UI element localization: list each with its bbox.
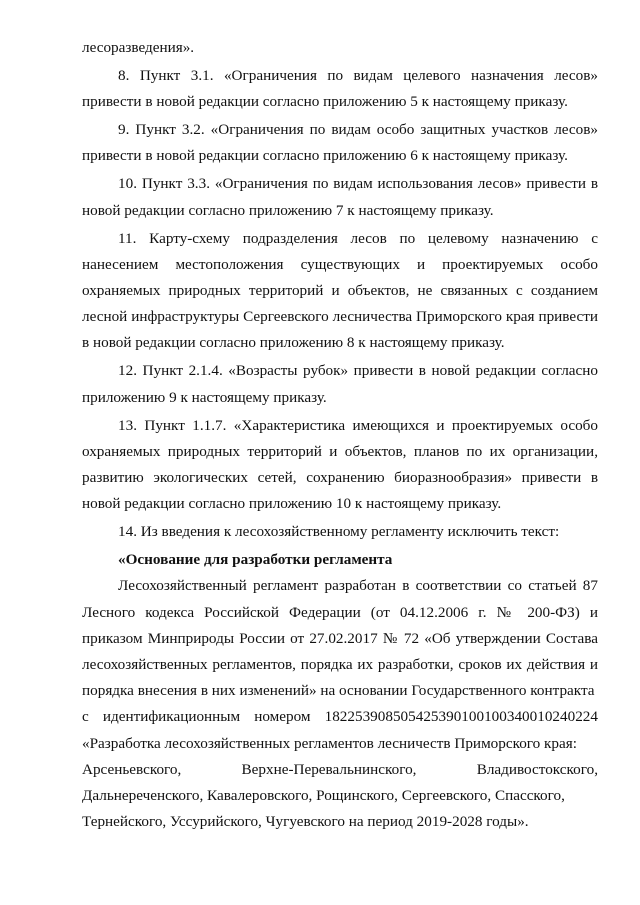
document-body [82, 35, 598, 835]
contract-title: «Разработка лесохозяйственных регламентов лесничеств Приморского края: [82, 734, 577, 752]
paragraph-item-11: 11. Карту-схему подразделения лесов по целевому назначению с нанесением местоположения существующих и проектируемых особо охраняемых природных территорий и объектов, не связанных с созданием лесной инфраструктуры Сергеевского лесничества Приморского края привести в новой редакции согласно приложению 8 к настоящему приказу. [82, 229, 598, 352]
paragraph-item-14: 14. Из введения к лесохозяйственному регламенту исключить текст: [118, 523, 560, 541]
section-heading: «Основание для разработки регламента [118, 551, 393, 569]
paragraph-item-13: 13. Пункт 1.1.7. «Характеристика имеющихся и проектируемых особо охраняемых природных территорий и объектов, планов по их организации, развитию экологических сетей, сохранению биоразнообразия» привести в новой редакции согласно приложению 10 к настоящему приказу. [82, 416, 598, 513]
paragraph-item-12: 12. Пункт 2.1.4. «Возрасты рубок» привести в новой редакции согласно приложению 9 к настоящему приказу. [82, 362, 598, 406]
paragraph-item-8: 8. Пункт 3.1. «Ограничения по видам целевого назначения лесов» привести в новой редакции согласно приложению 5 к настоящему приказу. [82, 67, 598, 111]
region-name: Арсеньевского, [82, 760, 182, 778]
paragraph-item-10: 10. Пункт 3.3. «Ограничения по видам использования лесов» привести в новой редакции согласно приложению 7 к настоящему приказу. [82, 175, 598, 219]
contract-word: идентификационным [102, 708, 241, 726]
region-name: Владивостокского, [476, 760, 598, 778]
regions-line-1 [82, 757, 598, 783]
contract-number: 1822539085054253901001003400102402​24 [324, 708, 598, 726]
paragraph-item-9: 9. Пункт 3.2. «Ограничения по видам особо защитных участков лесов» привести в новой редакции согласно приложению 6 к настоящему приказу. [82, 121, 598, 165]
contract-id-line [82, 704, 598, 730]
region-name: Верхне-Перевальнинского, [241, 760, 417, 778]
paragraph-basis: Лесохозяйственный регламент разработан в соответствии со статьей 87 Лесного кодекса Российской Федерации (от 04.12.2006 г. № 200-ФЗ) и приказом Минприроды России от 27.02.2017 № 72 «Об утверждении Состава лесохозяйственных регламентов, порядка их разработки, сроков их действия и порядка внесения в них изменений» на основании Государственного контракта [82, 577, 598, 700]
regions-line-3: Тернейского, Уссурийского, Чугуевского на период 2019-2028 годы». [82, 813, 529, 831]
contract-word: номером [254, 708, 311, 726]
regions-line-2: Дальнереченского, Кавалеровского, Рощинского, Сергеевского, Спасского, [82, 787, 565, 805]
paragraph-continuation: лесоразведения». [82, 39, 195, 56]
contract-word: с [82, 708, 89, 726]
